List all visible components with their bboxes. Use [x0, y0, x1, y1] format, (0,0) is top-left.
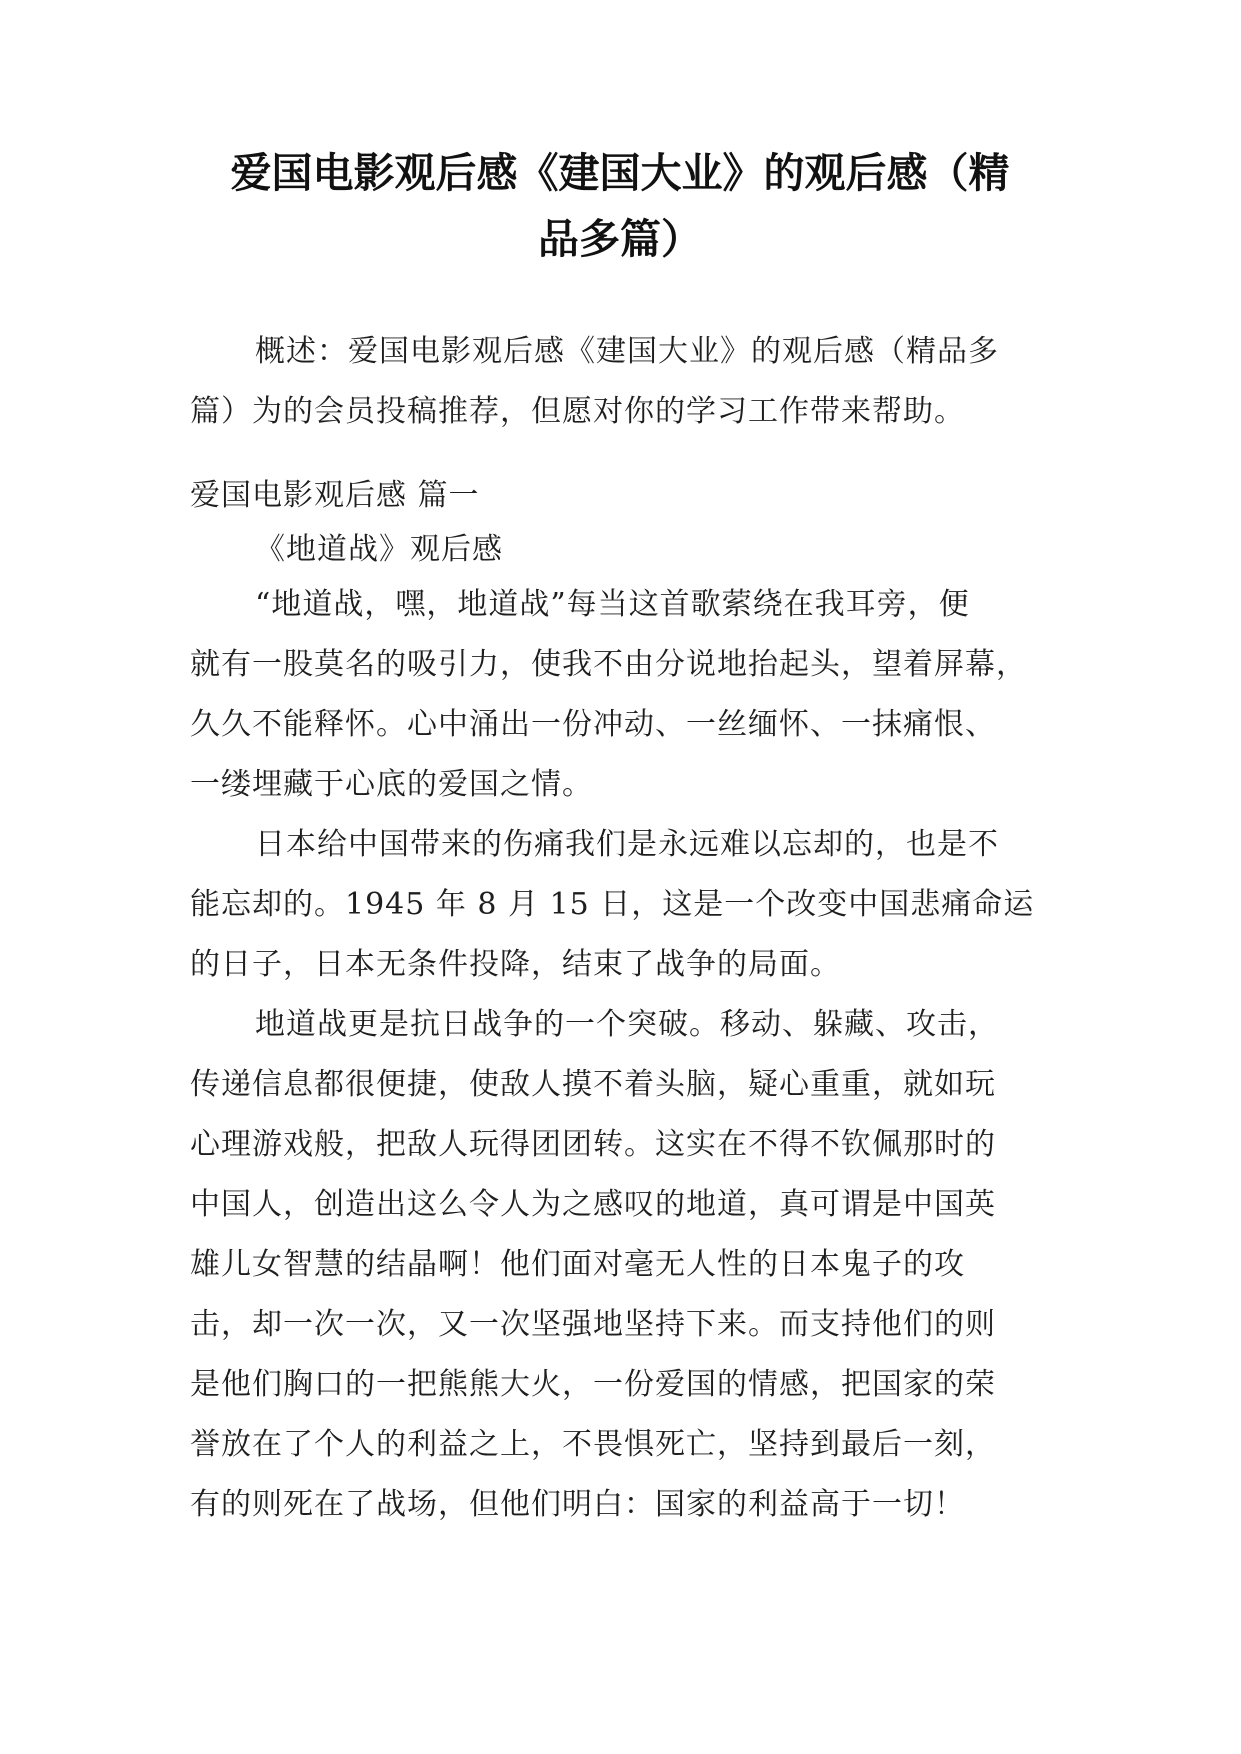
paragraph-3-line-1: 地道战更是抗日战争的一个突破。移动、躲藏、攻击，: [255, 1007, 999, 1042]
summary-line-1: 概述：爱国电影观后感《建国大业》的观后感（精品多: [255, 334, 999, 369]
article-subtitle-text: 《地道战》观后感: [255, 532, 503, 567]
paragraph-3-line-6: 击，却一次一次，又一次坚强地坚持下来。而支持他们的则: [190, 1307, 996, 1342]
summary-line-2: 篇）为的会员投稿推荐，但愿对你的学习工作带来帮助。: [190, 394, 965, 429]
paragraph-1-line-1: “地道战，嘿，地道战”每当这首歌萦绕在我耳旁，便: [255, 587, 970, 622]
article-subtitle: [190, 520, 1070, 580]
body-paragraph-3: [190, 995, 1070, 1535]
paragraph-2-line-2: 能忘却的。1945 年 8 月 15 日，这是一个改变中国悲痛命运: [190, 887, 1035, 922]
title-line-1: 爱国电影观后感《建国大业》的观后感（精: [230, 149, 1010, 197]
title-line-2: 品多篇）: [538, 215, 702, 263]
paragraph-3-line-8: 誉放在了个人的利益之上，不畏惧死亡，坚持到最后一刻，: [190, 1427, 996, 1462]
paragraph-3-line-5: 雄儿女智慧的结晶啊！他们面对毫无人性的日本鬼子的攻: [190, 1247, 965, 1282]
body-paragraph-1: [190, 575, 1070, 815]
paragraph-2-line-3: 的日子，日本无条件投降，结束了战争的局面。: [190, 947, 841, 982]
paragraph-1-line-2: 就有一股莫名的吸引力，使我不由分说地抬起头，望着屏幕，: [190, 647, 1027, 682]
paragraph-3-line-9: 有的则死在了战场，但他们明白：国家的利益高于一切！: [190, 1487, 965, 1522]
paragraph-2-line-1: 日本给中国带来的伤痛我们是永远难以忘却的，也是不: [255, 827, 999, 862]
paragraph-3-line-3: 心理游戏般，把敌人玩得团团转。这实在不得不钦佩那时的: [190, 1127, 996, 1162]
section-heading: [190, 466, 1070, 526]
paragraph-1-line-3: 久久不能释怀。心中涌出一份冲动、一丝缅怀、一抹痛恨、: [190, 707, 996, 742]
paragraph-3-line-2: 传递信息都很便捷，使敌人摸不着头脑，疑心重重，就如玩: [190, 1067, 996, 1102]
body-paragraph-2: [190, 815, 1070, 995]
summary-paragraph: [190, 322, 1070, 442]
paragraph-3-line-7: 是他们胸口的一把熊熊大火，一份爱国的情感，把国家的荣: [190, 1367, 996, 1402]
section-heading-text: 爱国电影观后感 篇一: [190, 478, 480, 513]
paragraph-3-line-4: 中国人，创造出这么令人为之感叹的地道，真可谓是中国英: [190, 1187, 996, 1222]
document-title: [170, 140, 1070, 272]
paragraph-1-line-4: 一缕埋藏于心底的爱国之情。: [190, 767, 593, 802]
